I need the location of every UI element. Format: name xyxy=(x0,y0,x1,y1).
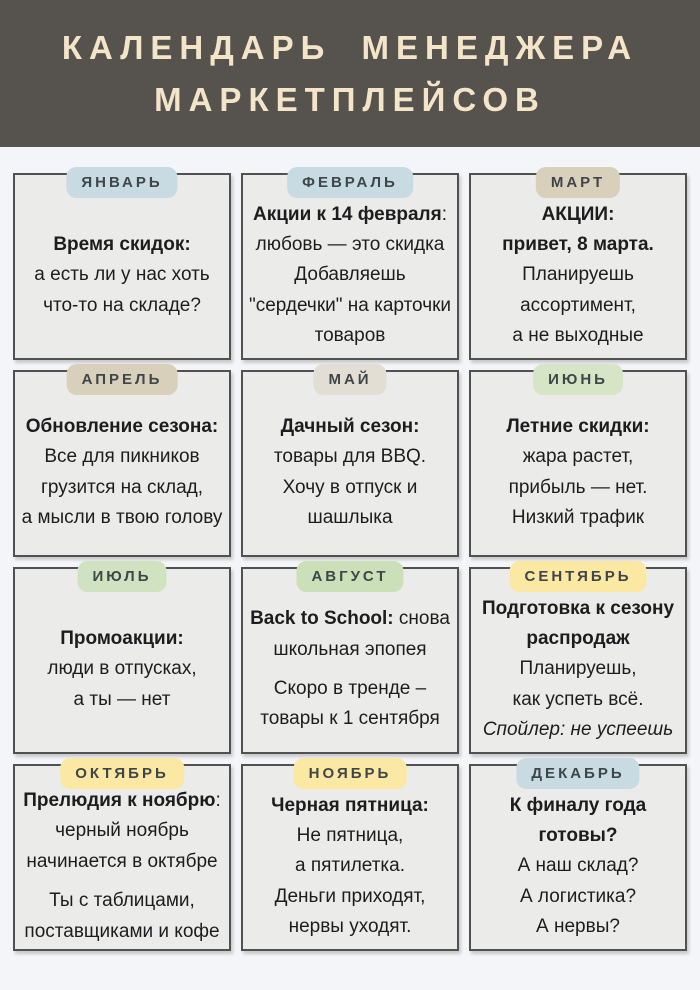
month-card-content xyxy=(248,604,452,735)
card-line xyxy=(476,791,680,821)
text-segment: снова xyxy=(393,608,450,630)
card-line xyxy=(476,685,680,715)
text-segment: товары к 1 сентября xyxy=(260,708,440,730)
month-badge: АПРЕЛЬ xyxy=(67,364,178,395)
text-segment: черный ноябрь xyxy=(55,820,189,842)
card-line xyxy=(20,886,224,916)
month-card-10 xyxy=(13,764,231,951)
text-segment: шашлыка xyxy=(307,506,393,528)
card-line xyxy=(476,715,680,745)
text-segment: поставщиками и кофе xyxy=(24,920,220,942)
month-badge: МАРТ xyxy=(536,167,620,198)
text-segment: ассортимент, xyxy=(520,294,636,316)
card-paragraph xyxy=(20,412,224,534)
card-paragraph xyxy=(248,604,452,665)
text-segment: Не пятница, xyxy=(296,824,404,846)
month-badge: ДЕКАБРЬ xyxy=(516,758,639,789)
text-segment: что-то на складе? xyxy=(43,294,201,316)
text-segment: Обновление сезона: xyxy=(25,415,219,437)
card-paragraph xyxy=(20,230,224,321)
text-segment: распродаж xyxy=(526,627,630,649)
month-badge: ИЮНЬ xyxy=(533,364,623,395)
card-line xyxy=(476,291,680,321)
card-line xyxy=(248,851,452,881)
card-paragraph xyxy=(476,791,680,943)
month-card-9 xyxy=(469,567,687,754)
card-line xyxy=(476,654,680,684)
month-card-content xyxy=(476,412,680,534)
card-line xyxy=(248,230,452,260)
month-card-2 xyxy=(241,173,459,360)
month-badge: ЯНВАРЬ xyxy=(66,167,177,198)
card-line xyxy=(248,674,452,704)
text-segment: Спойлер: не успеешь xyxy=(482,719,674,741)
page-title-line-1: КАЛЕНДАРЬ МЕНЕДЖЕРА xyxy=(61,29,639,67)
month-card-content xyxy=(248,412,452,534)
text-segment: Летние скидки: xyxy=(506,415,650,437)
text-segment: люди в отпусках, xyxy=(47,658,197,680)
month-card-6 xyxy=(469,370,687,557)
card-line xyxy=(248,321,452,351)
card-line xyxy=(20,473,224,503)
card-paragraph xyxy=(248,412,452,534)
card-paragraph xyxy=(248,200,452,352)
month-card-12 xyxy=(469,764,687,951)
text-segment: Акции к 14 февраля xyxy=(253,203,442,225)
card-line xyxy=(476,912,680,942)
card-line xyxy=(248,412,452,442)
card-line xyxy=(20,503,224,533)
text-segment: Back to School: xyxy=(250,608,394,630)
text-segment: а есть ли у нас хоть xyxy=(34,264,210,286)
month-card-7 xyxy=(13,567,231,754)
text-segment: : xyxy=(441,203,447,225)
text-segment: Промоакции: xyxy=(60,627,184,649)
month-card-content xyxy=(476,594,680,746)
month-card-3 xyxy=(469,173,687,360)
month-card-content xyxy=(248,791,452,943)
card-line xyxy=(476,851,680,881)
text-segment: А нервы? xyxy=(536,916,620,938)
text-segment: нервы уходят. xyxy=(288,916,412,938)
card-line xyxy=(476,200,680,230)
month-card-4 xyxy=(13,370,231,557)
text-segment: А наш склад? xyxy=(517,855,639,877)
card-line xyxy=(248,882,452,912)
card-paragraph xyxy=(248,674,452,735)
text-segment: жара растет, xyxy=(522,446,634,468)
card-line xyxy=(20,230,224,260)
card-line xyxy=(248,260,452,290)
page-header xyxy=(0,0,700,147)
page-title-line-2: МАРКЕТПЛЕЙСОВ xyxy=(154,80,546,118)
text-segment: Все для пикников xyxy=(44,446,200,468)
card-line xyxy=(20,412,224,442)
text-segment: а мысли в твою голову xyxy=(21,506,223,528)
card-line xyxy=(476,594,680,624)
text-segment: а ты — нет xyxy=(73,688,171,710)
text-segment: товаров xyxy=(314,325,386,347)
card-line xyxy=(248,604,452,634)
card-line xyxy=(248,291,452,321)
card-line xyxy=(20,786,224,816)
text-segment: а пятилетка. xyxy=(294,855,406,877)
card-line xyxy=(248,503,452,533)
card-paragraph xyxy=(476,412,680,534)
card-line xyxy=(248,912,452,942)
text-segment: а не выходные xyxy=(512,325,644,347)
card-line xyxy=(248,704,452,734)
card-line xyxy=(20,442,224,472)
text-segment: Время скидок: xyxy=(53,233,191,255)
month-card-11 xyxy=(241,764,459,951)
card-line xyxy=(248,442,452,472)
card-line xyxy=(476,882,680,912)
months-grid xyxy=(0,147,700,951)
text-segment: готовы? xyxy=(538,824,618,846)
card-paragraph xyxy=(20,786,224,877)
card-line xyxy=(476,321,680,351)
text-segment: Добавляешь xyxy=(294,264,406,286)
page-title xyxy=(62,22,638,124)
card-paragraph xyxy=(20,886,224,947)
month-badge: ИЮЛЬ xyxy=(78,561,167,592)
card-line xyxy=(20,917,224,947)
card-line xyxy=(20,654,224,684)
month-card-content xyxy=(20,412,224,534)
text-segment: прибыль — нет. xyxy=(508,476,648,498)
card-line xyxy=(476,412,680,442)
text-segment: Планируешь xyxy=(522,264,634,286)
text-segment: любовь — это скидка xyxy=(255,233,445,255)
text-segment: : xyxy=(215,790,221,812)
month-card-5 xyxy=(241,370,459,557)
month-badge: ОКТЯБРЬ xyxy=(60,758,184,789)
text-segment: К финалу года xyxy=(509,794,647,816)
month-card-8 xyxy=(241,567,459,754)
card-line xyxy=(20,291,224,321)
month-card-content xyxy=(20,624,224,715)
month-card-content xyxy=(20,786,224,947)
text-segment: Хочу в отпуск и xyxy=(282,476,418,498)
text-segment: Дачный сезон: xyxy=(280,415,420,437)
card-line xyxy=(20,624,224,654)
card-line xyxy=(248,473,452,503)
month-card-1 xyxy=(13,173,231,360)
month-badge: НОЯБРЬ xyxy=(294,758,407,789)
text-segment: АКЦИИ: xyxy=(541,203,615,225)
card-line xyxy=(476,503,680,533)
card-line xyxy=(476,624,680,654)
card-line xyxy=(248,200,452,230)
card-line xyxy=(248,821,452,851)
card-line xyxy=(476,473,680,503)
card-line xyxy=(476,821,680,851)
text-segment: как успеть всё. xyxy=(512,688,644,710)
text-segment: Планируешь, xyxy=(519,658,637,680)
card-line xyxy=(476,230,680,260)
card-line xyxy=(476,260,680,290)
text-segment: Низкий трафик xyxy=(511,506,645,528)
card-line xyxy=(20,816,224,846)
card-line xyxy=(248,635,452,665)
card-line xyxy=(20,847,224,877)
text-segment: Прелюдия к ноябрю xyxy=(23,790,216,812)
month-badge: АВГУСТ xyxy=(296,561,403,592)
text-segment: привет, 8 марта. xyxy=(502,233,654,255)
month-badge: МАЙ xyxy=(313,364,386,395)
text-segment: школьная эпопея xyxy=(273,638,427,660)
card-paragraph xyxy=(476,594,680,746)
text-segment: Ты с таблицами, xyxy=(49,890,195,912)
card-line xyxy=(248,791,452,821)
card-paragraph xyxy=(20,624,224,715)
card-line xyxy=(20,685,224,715)
card-paragraph xyxy=(248,791,452,943)
month-badge: СЕНТЯБРЬ xyxy=(510,561,647,592)
text-segment: Подготовка к сезону xyxy=(481,597,675,619)
card-paragraph xyxy=(476,200,680,352)
month-card-content xyxy=(476,200,680,352)
card-line xyxy=(20,260,224,290)
text-segment: Скоро в тренде – xyxy=(273,678,427,699)
month-card-content xyxy=(20,230,224,321)
text-segment: грузится на склад, xyxy=(40,476,204,498)
month-badge: ФЕВРАЛЬ xyxy=(287,167,413,198)
text-segment: Черная пятница: xyxy=(271,794,429,816)
text-segment: Деньги приходят, xyxy=(274,885,426,907)
month-card-content xyxy=(476,791,680,943)
text-segment: товары для BBQ. xyxy=(273,446,427,468)
month-card-content xyxy=(248,200,452,352)
card-line xyxy=(476,442,680,472)
text-segment: "сердечки" на карточки xyxy=(248,294,452,316)
text-segment: А логистика? xyxy=(519,885,637,907)
text-segment: начинается в октябре xyxy=(26,850,218,872)
